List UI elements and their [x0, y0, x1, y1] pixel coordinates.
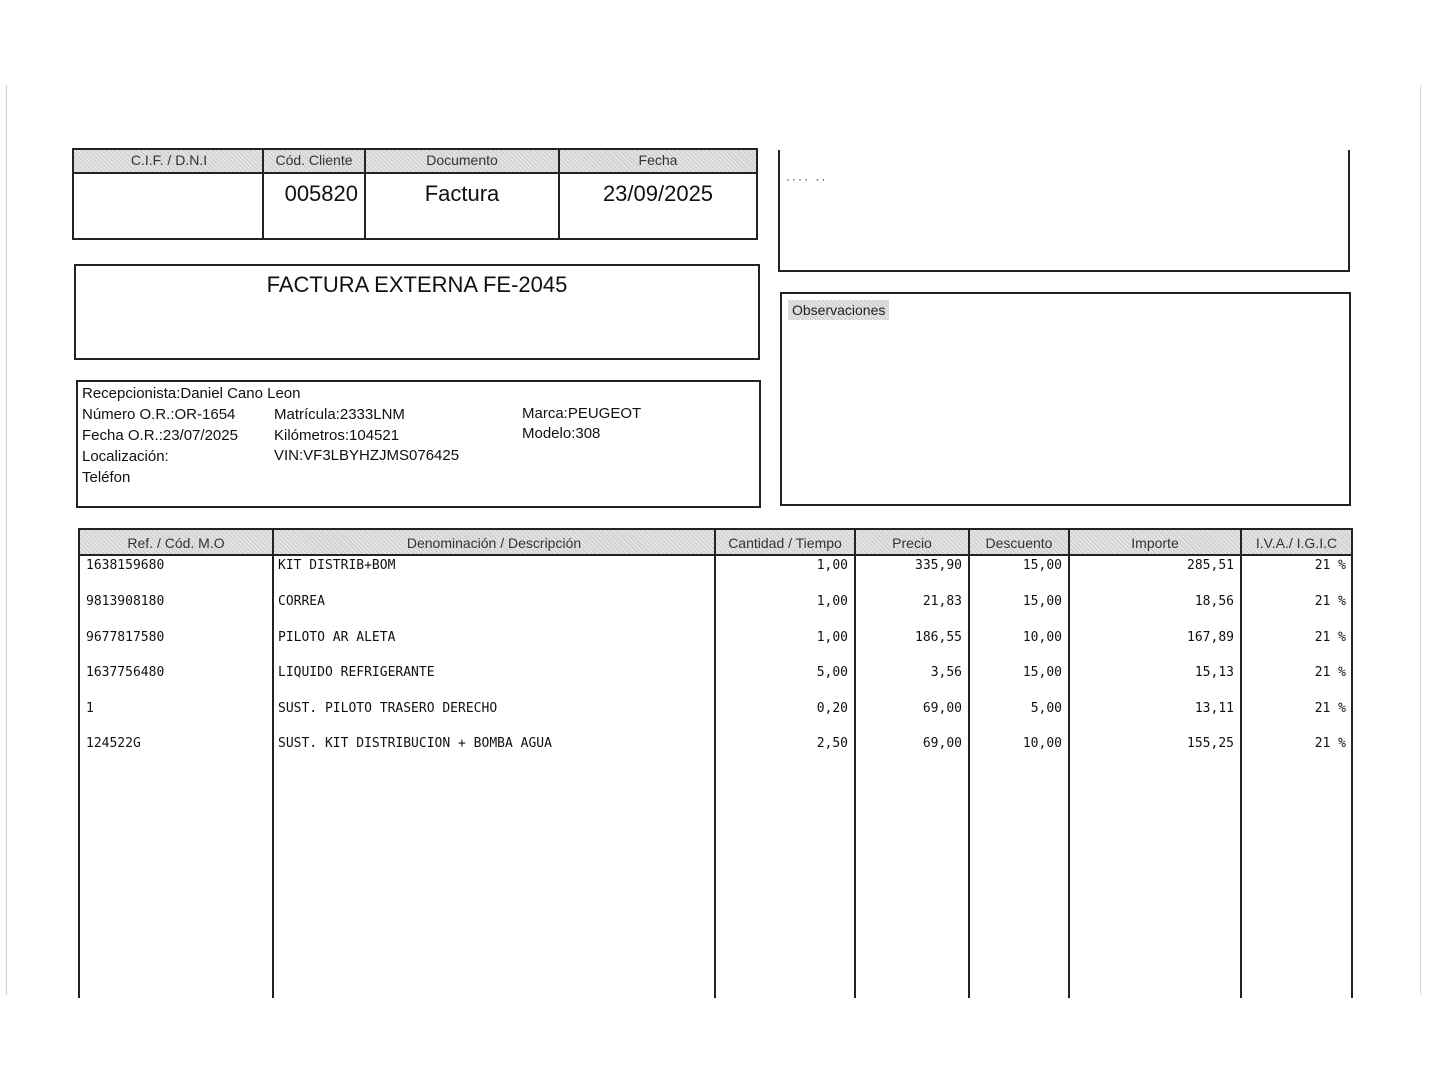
row-price: 21,83 [922, 594, 962, 609]
row-price: 69,00 [922, 701, 962, 716]
receptionist: Recepcionista:Daniel Cano Leon [82, 385, 301, 402]
row-amount: 167,89 [1187, 630, 1234, 645]
col-header-vat: I.V.A./ I.G.I.C [1255, 535, 1338, 551]
row-ref: 9677817580 [86, 630, 165, 645]
location: Localización: [82, 448, 169, 465]
cif-label: C.I.F. / D.N.I [130, 152, 208, 168]
client-code-label: Cód. Cliente [275, 152, 353, 168]
row-ref: 124522G [86, 736, 141, 751]
or-date: Fecha O.R.:23/07/2025 [82, 427, 238, 444]
kilometers: Kilómetros:104521 [274, 427, 400, 444]
header-labels-row [74, 150, 756, 174]
row-price: 335,90 [915, 558, 962, 573]
row-quantity: 0,20 [816, 701, 848, 716]
row-amount: 18,56 [1194, 594, 1234, 609]
row-vat: 21 % [1314, 665, 1346, 680]
table-row [80, 732, 1351, 756]
table-row [80, 661, 1351, 685]
row-vat: 21 % [1314, 630, 1346, 645]
row-quantity: 1,00 [816, 630, 848, 645]
row-description: CORREA [278, 594, 325, 609]
row-quantity: 1,00 [816, 594, 848, 609]
col-header-description: Denominación / Descripción [406, 535, 582, 551]
row-discount: 5,00 [1030, 701, 1062, 716]
invoice-title: FACTURA EXTERNA FE-2045 [266, 272, 568, 297]
reception-info-box [76, 380, 761, 508]
row-description: LIQUIDO REFRIGERANTE [278, 665, 435, 680]
document-header-box [72, 148, 758, 240]
row-discount: 10,00 [1022, 630, 1062, 645]
row-ref: 1 [86, 701, 94, 716]
scan-edge-left [6, 85, 7, 995]
table-row [80, 697, 1351, 721]
row-price: 3,56 [930, 665, 962, 680]
scan-edge-right [1420, 85, 1421, 995]
row-quantity: 2,50 [816, 736, 848, 751]
col-header-price: Precio [892, 535, 932, 551]
row-vat: 21 % [1314, 594, 1346, 609]
observations-box [780, 292, 1351, 506]
row-discount: 15,00 [1022, 558, 1062, 573]
invoice-title-box [74, 264, 760, 360]
row-ref: 9813908180 [86, 594, 165, 609]
table-row [80, 626, 1351, 650]
row-quantity: 5,00 [816, 665, 848, 680]
row-quantity: 1,00 [816, 558, 848, 573]
observations-label: Observaciones [788, 300, 889, 320]
row-amount: 155,25 [1187, 736, 1234, 751]
row-discount: 10,00 [1022, 736, 1062, 751]
row-discount: 15,00 [1022, 665, 1062, 680]
or-number: Número O.R.:OR-1654 [82, 406, 236, 423]
scan-margin-top [0, 0, 1440, 85]
row-description: SUST. PILOTO TRASERO DERECHO [278, 701, 498, 716]
date-label: Fecha [638, 152, 678, 168]
document-value: Factura [424, 181, 500, 206]
col-header-quantity: Cantidad / Tiempo [728, 535, 842, 551]
phone: Teléfon [82, 469, 131, 486]
col-header-amount: Importe [1131, 535, 1179, 551]
row-description: PILOTO AR ALETA [278, 630, 396, 645]
model: Modelo:308 [522, 425, 601, 442]
customer-address-box [778, 150, 1350, 272]
vin: VIN:VF3LBYHZJMS076425 [274, 447, 460, 464]
client-code-value: 005820 [284, 181, 358, 206]
row-price: 186,55 [915, 630, 962, 645]
row-description: KIT DISTRIB+BOM [278, 558, 396, 573]
items-table [78, 528, 1353, 998]
col-header-ref: Ref. / Cód. M.O [127, 535, 225, 551]
brand: Marca:PEUGEOT [522, 405, 642, 422]
table-row [80, 554, 1351, 578]
document-label: Documento [426, 152, 498, 168]
cif-value [74, 176, 262, 212]
license-plate: Matrícula:2333LNM [274, 406, 405, 423]
address-text: ···· ·· [786, 172, 828, 186]
row-ref: 1638159680 [86, 558, 165, 573]
row-amount: 13,11 [1194, 701, 1234, 716]
header-divider [262, 150, 264, 238]
row-amount: 285,51 [1187, 558, 1234, 573]
row-discount: 15,00 [1022, 594, 1062, 609]
row-amount: 15,13 [1194, 665, 1234, 680]
row-vat: 21 % [1314, 701, 1346, 716]
date-value: 23/09/2025 [602, 181, 714, 206]
row-vat: 21 % [1314, 558, 1346, 573]
row-description: SUST. KIT DISTRIBUCION + BOMBA AGUA [278, 736, 552, 751]
row-vat: 21 % [1314, 736, 1346, 751]
table-row [80, 590, 1351, 614]
col-header-discount: Descuento [985, 535, 1053, 551]
row-ref: 1637756480 [86, 665, 165, 680]
row-price: 69,00 [922, 736, 962, 751]
